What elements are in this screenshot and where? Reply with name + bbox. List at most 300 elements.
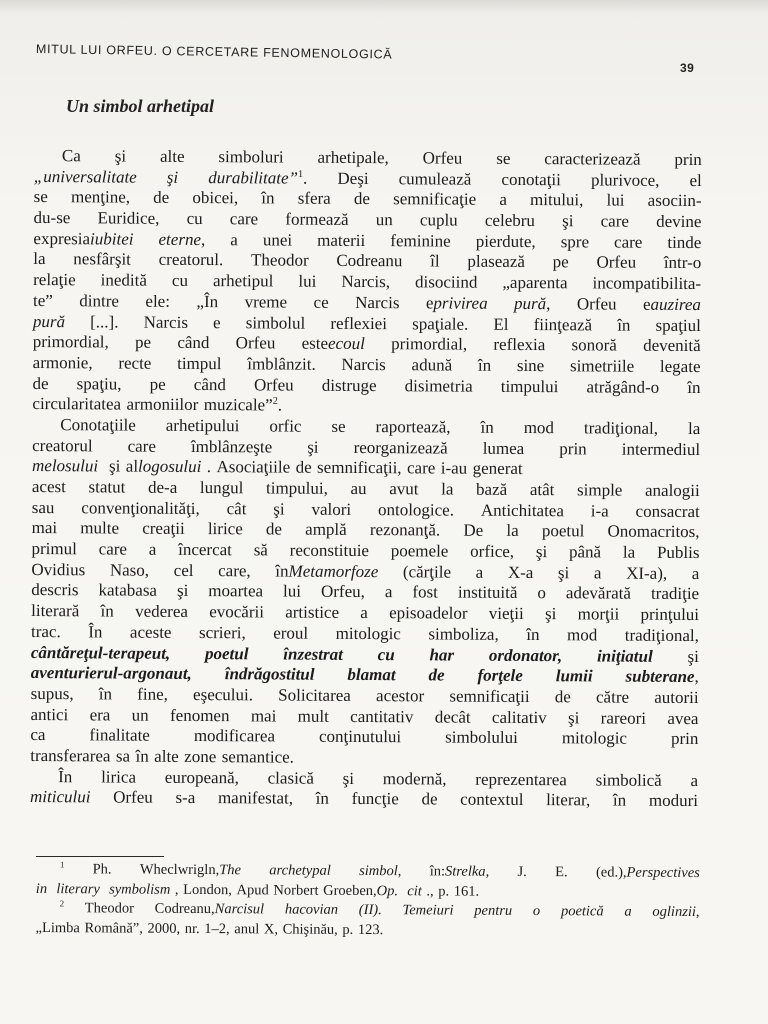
section-title: Un simbol arhetipal xyxy=(66,96,215,116)
word xyxy=(376,417,451,438)
word xyxy=(178,540,232,561)
word-token: har xyxy=(429,644,455,665)
word-token: De xyxy=(463,521,484,541)
word xyxy=(323,881,403,901)
word xyxy=(391,334,467,355)
word xyxy=(526,625,539,646)
word xyxy=(463,521,483,542)
word xyxy=(470,542,514,563)
word xyxy=(376,686,424,707)
word-token: recte xyxy=(118,353,152,373)
word xyxy=(555,687,571,708)
word-token: a xyxy=(148,539,157,559)
word-token: du-se xyxy=(33,208,71,228)
word-token: fine, xyxy=(137,684,168,704)
word-token: , xyxy=(200,229,206,249)
word-token: archetypal xyxy=(269,862,331,879)
word xyxy=(32,394,121,415)
word xyxy=(218,561,251,582)
word-token: îmblânzeşte xyxy=(190,436,273,457)
word-token: Chişinău, xyxy=(282,921,338,938)
word-token: în: xyxy=(429,863,446,880)
word-token: Temeiuri xyxy=(402,902,454,919)
word xyxy=(298,706,329,727)
word-token: vederea xyxy=(135,601,188,622)
word-token: care, xyxy=(218,560,251,581)
word xyxy=(496,149,510,170)
word-token: trac. xyxy=(30,621,61,641)
text-line xyxy=(30,725,698,750)
word-token: la xyxy=(33,249,46,269)
word xyxy=(80,519,119,540)
word-token: în xyxy=(98,684,113,704)
word-token: dintre xyxy=(79,291,120,311)
word xyxy=(245,292,288,313)
word xyxy=(264,920,278,940)
word xyxy=(236,333,276,354)
word-token: care xyxy=(229,209,259,229)
word xyxy=(530,480,555,501)
word-token: ., xyxy=(426,882,434,900)
word xyxy=(360,603,368,624)
word xyxy=(32,436,93,457)
word-token: la xyxy=(687,418,701,439)
word-token: semantice. xyxy=(221,747,295,767)
word-token: de xyxy=(153,188,170,208)
word-token: arhetipul xyxy=(212,271,274,291)
word-token: The xyxy=(219,862,242,879)
word-token: valori xyxy=(311,499,352,519)
word-token: sau xyxy=(31,497,55,517)
word-token: evocării xyxy=(209,602,265,622)
word-token: Metamorfoze xyxy=(288,561,379,581)
word xyxy=(667,708,698,729)
word-token: i-au xyxy=(440,458,468,478)
word-token: forţele xyxy=(477,665,523,686)
word-token: semnificaţii, xyxy=(317,458,402,478)
word-token: fenomen xyxy=(169,705,230,725)
word-token: muzicale” xyxy=(203,395,273,415)
word-token: El xyxy=(493,314,509,334)
word-token: funcţie xyxy=(351,789,399,809)
word-token: disociind xyxy=(414,272,478,292)
word xyxy=(254,375,294,396)
word-token: spaţiu, xyxy=(76,373,122,394)
word xyxy=(591,170,660,191)
word-token: e xyxy=(213,312,221,332)
word xyxy=(559,439,587,460)
word-token: alte xyxy=(154,746,179,766)
word xyxy=(31,622,61,643)
word xyxy=(370,520,440,541)
word-token: conţinutului xyxy=(318,727,402,747)
word-token: X, xyxy=(263,921,279,938)
word xyxy=(251,706,277,727)
word-token: creatorul xyxy=(32,435,93,455)
word-token: finalitate xyxy=(89,725,150,745)
word xyxy=(33,249,45,270)
word xyxy=(213,313,221,334)
word xyxy=(635,501,699,522)
word xyxy=(81,498,200,519)
word-token: intermediul xyxy=(621,439,701,459)
word xyxy=(32,498,55,519)
text-line xyxy=(33,353,701,378)
word-token: „Limba xyxy=(35,919,80,937)
word-token: literary xyxy=(56,880,100,897)
word xyxy=(283,920,338,940)
word-token: (cărţile xyxy=(402,562,452,582)
word-token: . xyxy=(277,395,283,415)
word xyxy=(591,501,609,522)
word-token: relaţie xyxy=(33,270,76,290)
word-token: de xyxy=(295,457,312,478)
word xyxy=(657,543,700,564)
word-token: generat xyxy=(472,458,523,479)
word-token: Orfeu xyxy=(596,252,637,273)
word xyxy=(596,687,629,708)
word-token: iubitei xyxy=(90,229,134,249)
word-token: zone xyxy=(184,746,217,767)
word xyxy=(116,746,130,767)
word-token: statut xyxy=(88,477,126,497)
footnote-marker: 2 xyxy=(59,898,65,909)
word xyxy=(167,167,178,188)
word-token: lirice xyxy=(207,519,243,539)
word xyxy=(32,477,66,498)
word-token: alte xyxy=(159,146,185,166)
word xyxy=(31,663,192,685)
footnote-marker: 1 xyxy=(59,859,65,870)
word xyxy=(247,354,316,375)
word xyxy=(355,293,400,314)
word-token: „aparenta xyxy=(502,272,568,293)
word-token: simbolică xyxy=(595,770,662,790)
word-token: de xyxy=(353,189,371,209)
word xyxy=(204,395,282,416)
word-token: rezonanţă. xyxy=(369,520,441,540)
word xyxy=(113,788,153,809)
word xyxy=(184,747,216,768)
word xyxy=(216,457,290,478)
word xyxy=(31,580,78,601)
word-token: în xyxy=(526,624,540,644)
word-token: formează xyxy=(285,209,349,229)
word-token: (II). xyxy=(358,902,382,919)
word xyxy=(31,601,79,622)
word-token: manifestat, xyxy=(217,788,294,808)
word xyxy=(79,291,119,312)
word-token: europeană, xyxy=(164,767,239,787)
word xyxy=(200,478,244,499)
word-token: în xyxy=(617,315,631,335)
word xyxy=(569,542,601,563)
word xyxy=(147,919,180,939)
word-token: spaţiul xyxy=(655,315,701,335)
word-token: inedită xyxy=(100,270,147,290)
word-token: primul xyxy=(31,539,77,559)
word xyxy=(545,604,556,625)
word-token: cu xyxy=(186,208,203,229)
word-token: legate xyxy=(659,356,701,376)
text-line xyxy=(31,580,699,605)
word xyxy=(485,211,535,232)
word-token: Codreanu, xyxy=(154,900,215,918)
word xyxy=(596,253,636,274)
word xyxy=(607,522,699,543)
word-token: eroul xyxy=(273,623,309,643)
word-token: devenită xyxy=(643,335,701,356)
word-token: către xyxy=(595,687,630,707)
word-token: Asociaţiile xyxy=(216,457,291,477)
word-token: spaţiale. xyxy=(412,313,469,334)
word-token: multe xyxy=(80,518,120,538)
word-token: de-a xyxy=(147,477,178,497)
word-token: şi xyxy=(342,768,355,788)
word xyxy=(175,788,195,809)
word xyxy=(170,705,230,726)
word xyxy=(285,901,338,921)
word-token: sfera xyxy=(297,188,331,209)
word-token: mult xyxy=(297,706,329,726)
word xyxy=(88,477,125,498)
word-token: mitului, xyxy=(529,190,584,210)
word xyxy=(33,208,70,229)
word-token: în xyxy=(477,355,492,375)
word-token: simple xyxy=(576,480,623,500)
word-token: moduri xyxy=(648,791,699,811)
word-token: distruge xyxy=(321,375,377,395)
word-token: literară xyxy=(31,601,80,621)
word-token: transferarea xyxy=(30,745,111,766)
word xyxy=(275,561,378,582)
word xyxy=(692,564,700,585)
word-token: raportează, xyxy=(375,417,451,437)
word-token: Perspectives xyxy=(626,864,700,882)
word-token: când xyxy=(193,374,226,394)
word xyxy=(33,270,76,291)
word xyxy=(208,519,243,540)
word-token: timpul xyxy=(177,353,222,374)
word-token: katabasa xyxy=(98,580,158,601)
word xyxy=(158,230,205,251)
word-token: înzestrat xyxy=(283,644,343,664)
word xyxy=(623,543,635,564)
word xyxy=(474,902,512,922)
word xyxy=(430,252,440,273)
word-token: poemele xyxy=(390,541,449,561)
word xyxy=(592,274,701,295)
word xyxy=(32,518,58,539)
word xyxy=(562,211,573,232)
word xyxy=(31,684,74,705)
word xyxy=(420,210,458,231)
word xyxy=(407,882,433,902)
word xyxy=(185,920,200,940)
word xyxy=(688,419,700,440)
word-token: un xyxy=(131,705,149,725)
word-token: se xyxy=(331,416,346,436)
word xyxy=(561,902,604,922)
word-token: , xyxy=(694,667,699,687)
word xyxy=(109,880,179,900)
word xyxy=(389,603,467,624)
word-token: conotaţii xyxy=(501,169,561,189)
word-token: reflexiei xyxy=(330,313,388,333)
word-token: in xyxy=(35,880,48,897)
word-token: Narcis xyxy=(143,312,189,332)
word-token: contextul xyxy=(460,789,524,810)
word xyxy=(501,376,559,397)
word xyxy=(305,520,347,541)
word-token: devine xyxy=(656,211,702,232)
word-token: o xyxy=(537,583,546,603)
word xyxy=(218,788,293,809)
word xyxy=(266,478,328,499)
word xyxy=(98,208,160,229)
word xyxy=(558,563,569,584)
word-token: de xyxy=(265,519,283,539)
word-token: convenţionalităţi, xyxy=(81,497,200,518)
word-token: armonie, xyxy=(32,352,93,373)
word-token: mod xyxy=(523,417,555,438)
word-token: vreme xyxy=(244,292,288,312)
word-token: simbol xyxy=(359,862,398,880)
word-token: Antichitatea xyxy=(480,500,564,520)
word xyxy=(514,294,551,315)
word-token: ontologice. xyxy=(377,499,455,520)
word xyxy=(174,561,194,582)
word xyxy=(428,624,498,645)
word-token: Română”, xyxy=(84,920,143,937)
word xyxy=(454,882,479,902)
word-token: şi xyxy=(535,542,548,562)
word-token: care xyxy=(98,539,128,559)
word-token: lirica xyxy=(101,767,137,787)
text-line xyxy=(32,498,700,523)
word-token: poetul xyxy=(541,521,585,541)
word xyxy=(127,395,199,416)
word-token: îl xyxy=(430,251,440,271)
word-token: de xyxy=(32,373,49,393)
word-token: simbolului xyxy=(445,727,518,748)
word xyxy=(58,767,72,788)
word xyxy=(135,333,151,354)
word-token: prinţului xyxy=(640,604,700,625)
word xyxy=(269,861,331,881)
word xyxy=(296,458,312,479)
word xyxy=(302,334,365,355)
word xyxy=(118,353,151,374)
word-token: când xyxy=(177,333,210,353)
word xyxy=(33,311,65,332)
word xyxy=(319,727,401,748)
word xyxy=(517,863,526,883)
word xyxy=(230,209,258,230)
word xyxy=(187,209,203,230)
word xyxy=(350,707,413,728)
word xyxy=(475,769,567,790)
word xyxy=(336,251,402,272)
word-token: mitologic xyxy=(335,623,401,644)
word-token: în xyxy=(687,377,701,397)
word xyxy=(533,902,540,922)
footnotes xyxy=(36,860,700,942)
word xyxy=(337,169,368,190)
word-token: 2000, xyxy=(147,920,181,937)
word-token: decât xyxy=(434,707,471,727)
word-token: semnificaţii xyxy=(449,686,530,706)
word-token: iniţiatul xyxy=(596,645,653,666)
word xyxy=(689,171,701,192)
word xyxy=(99,684,112,705)
word xyxy=(166,416,240,437)
word-token: Theodor xyxy=(84,900,134,917)
word-token: timpului xyxy=(500,376,559,396)
word xyxy=(177,581,188,602)
word xyxy=(317,230,365,251)
word-token: până xyxy=(568,542,602,562)
word-token: London, xyxy=(183,881,232,898)
word xyxy=(278,685,351,706)
word xyxy=(31,539,76,560)
word xyxy=(148,478,177,499)
word xyxy=(199,623,246,644)
word xyxy=(385,583,393,604)
word-token: moartea xyxy=(208,581,264,601)
word-token: bază xyxy=(476,479,508,499)
word-token: în xyxy=(275,561,289,581)
word xyxy=(467,252,525,273)
word xyxy=(227,499,247,520)
word xyxy=(230,230,238,251)
word-token: şi xyxy=(166,167,179,187)
word xyxy=(435,707,471,728)
word xyxy=(493,335,545,356)
word xyxy=(93,860,112,880)
word xyxy=(33,353,93,374)
word xyxy=(71,188,130,209)
word-token: o xyxy=(532,903,541,920)
word-token: orfic xyxy=(269,416,302,436)
word-token: simboliza, xyxy=(428,624,499,644)
word-token: a xyxy=(230,229,238,249)
word xyxy=(649,791,698,812)
word xyxy=(568,708,579,729)
word xyxy=(342,921,353,941)
word xyxy=(359,901,382,921)
word-token: atrăgând-o xyxy=(586,376,660,397)
word-token: feminine xyxy=(390,230,451,251)
word-token: rareori xyxy=(600,708,647,728)
word xyxy=(205,644,249,665)
word-token: cât xyxy=(226,498,247,518)
word xyxy=(524,418,554,439)
word-token: la xyxy=(622,542,636,562)
word xyxy=(489,645,562,666)
word xyxy=(165,767,239,788)
word xyxy=(32,374,48,395)
word xyxy=(480,418,493,439)
word-token: cu xyxy=(171,270,189,291)
word-token: obicei, xyxy=(192,188,239,208)
word xyxy=(192,188,238,209)
word-token: XI-a), xyxy=(626,563,668,583)
word xyxy=(154,747,179,768)
word-token: te” xyxy=(32,290,53,310)
word-token: eterne xyxy=(158,229,202,249)
text-line xyxy=(34,167,702,192)
